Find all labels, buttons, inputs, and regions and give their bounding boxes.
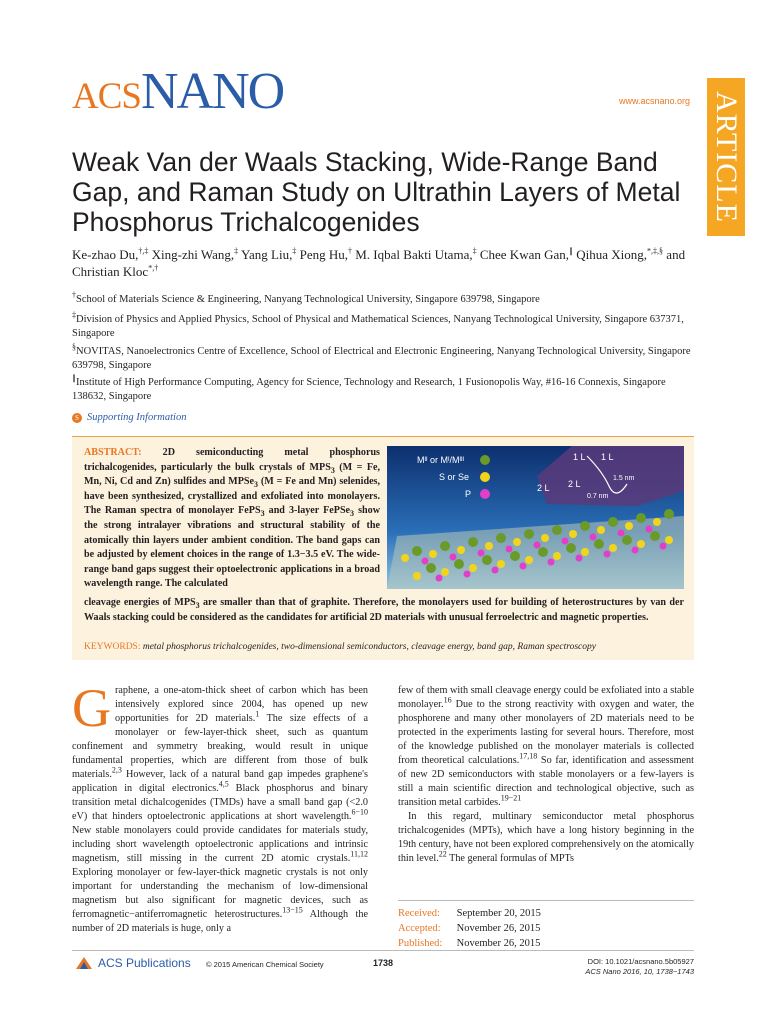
author[interactable]: and Christian Kloc*,† — [72, 247, 686, 279]
abstract-text-continued: cleavage energies of $MPS_3$ are smaller than that of graphite. Therefore, the monolayers used for building of heterostructures by van der Waals stacking could be considered as the candidates for artificial 2D materials with unusual ferroelectric and magnetic properties. — [84, 597, 684, 623]
legend-chalcogen-label: S or Se — [439, 472, 470, 482]
legend-metal-swatch — [480, 455, 490, 465]
affiliation: ‡Division of Physics and Applied Physics, School of Physical and Mathematical Sciences, Nanyang Technological University, Singapore 637371, Singapore — [72, 310, 684, 339]
author[interactable]: Ke-zhao Du,†,‡ — [72, 246, 149, 262]
layer-label-1l: 1 L — [601, 452, 614, 462]
received-date: Received: September 20, 2015 — [398, 908, 541, 919]
affiliation: †School of Materials Science & Engineering, Nanyang Technological University, Singapore 639798, Singapore — [72, 290, 540, 305]
dates-divider — [398, 900, 694, 901]
toc-figure — [387, 446, 684, 589]
legend-metal-label: Mᴵᴵ or Mᴵ/Mᴵᴵᴵ — [417, 455, 465, 465]
drop-cap: G — [72, 678, 111, 738]
affiliation: §NOVITAS, Nanoelectronics Centre of Excellence, School of Electrical and Electronic Engineering, Nanyang Technological University, Singapore 639798, Singapore — [72, 342, 691, 371]
published-date: Published: November 26, 2015 — [398, 938, 541, 949]
legend-phosphorus-swatch — [480, 489, 490, 499]
logo-nano: NANO — [140, 63, 284, 120]
acs-publications-logo[interactable] — [74, 955, 191, 971]
journal-url[interactable]: www.acsnano.org — [618, 96, 690, 106]
acs-publications-label: ACS Publications — [98, 956, 191, 970]
layer-label-2l: 2 L — [568, 479, 581, 489]
legend-phosphorus-label: P — [465, 489, 472, 499]
legend-chalcogen-swatch — [480, 472, 490, 482]
keywords: KEYWORDS: metal phosphorus trichalcogenides, two-dimensional semiconductors, cleavage energy, band gap, Raman spectroscopy — [84, 642, 596, 652]
author[interactable]: Xing-zhi Wang,‡ — [151, 246, 239, 262]
article-dates — [398, 906, 541, 951]
section-tab-label: ARTICLE — [710, 91, 743, 223]
article-title: Weak Van der Waals Stacking, Wide-Range Band Gap, and Raman Study on Ultrathin Layers of Metal Phosphorus Trichalcogenides — [72, 147, 681, 237]
acs-publications-icon — [74, 955, 94, 971]
footer-divider — [72, 950, 694, 951]
layer-label-2l: 2 L — [537, 483, 550, 493]
doi[interactable]: DOI: 10.1021/acsnano.5b05927 — [587, 957, 694, 966]
abstract-text: ABSTRACT: 2D semiconducting metal phosphorus trichalcogenides, particularly the bulk crystals of $MPS_3$ (M = Fe, Mn, Ni, Cd and Zn) sulfides and MPSe$_3$ (M = Fe and Mn) selenides, have been synthesized, crystallized and exfoliated into monolayers. The Raman spectra of monolayer FePS$_3$ and 3-layer FePSe$_3$ show the strong intralayer vibrations and structural stability of the atomically thin layers under ambient condition. The band gaps can be adjusted by element choices in the range of 1.3−3.5 eV. The wide-range band gaps suggest their optoelectronic applications in a broad wavelength range. The calculated — [84, 447, 380, 590]
author[interactable]: Qihua Xiong,*,‡,§ — [576, 246, 664, 262]
supporting-information-link[interactable] — [72, 412, 186, 423]
author-list — [72, 246, 692, 280]
scale-label: 1.5 nm — [613, 475, 635, 482]
affiliation: ∥Institute of High Performance Computing, Agency for Science, Technology and Research, 1 Fusionopolis Way, #16-16 Connexis, Singapore 138632, Singapore — [72, 373, 666, 402]
body-column-left: Graphene, a one-atom-thick sheet of carbon which has been intensively explored since 2004, has opened up new opportunities for 2D materials.$^1$ The size effects of a monolayer or few-layer-thick sheet, such as quantum confinement and symmetry breaking, would result in unique fundamental properties, which are different from those of bulk materials.$^{2,3}$ However, lack of a natural band gap impedes graphene's application in digital electronics.$^{4,5}$ Black phosphorus and binary transition metal dichalcogenides (TMDs) have a small band gap (<2.0 eV) that hinders optoelectronic applications at short wavelength.$^{6-10}$ New stable monolayers could provide candidates for materials study, including short wavelength optoelectronic applications and intrinsic magnetism, still missing in the current 2D atomic crystals.$^{11,12}$ Exploring monolayer or few-layer-thick magnetic crystals is not only important for understanding the mechanism of low-dimensional magnetism but also significant for magnetic devices, such as ferromagnetic−antiferromagnetic heterostructures.$^{13-15}$ Although the number of 2D materials is huge, only a — [72, 678, 368, 934]
copyright: © 2015 American Chemical Society — [206, 960, 324, 969]
author[interactable]: Chee Kwan Gan,∥ — [479, 246, 574, 262]
author[interactable]: Yang Liu,‡ — [240, 246, 297, 262]
journal-logo — [72, 62, 284, 120]
scale-label: 0.7 nm — [587, 493, 609, 500]
page-number: 1738 — [373, 958, 394, 968]
section-tab — [707, 78, 745, 236]
author[interactable]: Peng Hu,† — [299, 246, 352, 262]
supporting-info-label: Supporting Information — [87, 412, 187, 423]
logo-acs: ACS — [72, 76, 141, 117]
citation: ACS Nano 2016, 10, 1738−1743 — [585, 967, 694, 976]
layer-label-1l: 1 L — [573, 452, 586, 462]
supporting-info-icon: S — [72, 413, 82, 423]
body-column-right: few of them with small cleavage energy could be exfoliated into a stable monolayer.$^{16}$ Due to the strong reactivity with oxygen and water, the phosphorene and many other monolayers of 2D materials need to be protected in the experiments lasting for several hours. Therefore, most of the knowledge published on the monolayer materials is collected from theoretical calculations.$^{17,18}$ So far, identification and assessment of new 2D semiconductors with stable monolayers or a few-layers is still a main scientific direction and technological objective, such as transition metal carbides.$^{19-21}$ In this regard, multinary semiconductor metal phosphorus trichalcogenides (MPTs), which have a long history beginning in the 19th century, have not been explored comprehensively on the atomically thin level.$^{22}$ The general formulas of MPTs — [398, 685, 694, 864]
accepted-date: Accepted: November 26, 2015 — [398, 923, 541, 934]
author[interactable]: M. Iqbal Bakti Utama,‡ — [355, 246, 477, 262]
